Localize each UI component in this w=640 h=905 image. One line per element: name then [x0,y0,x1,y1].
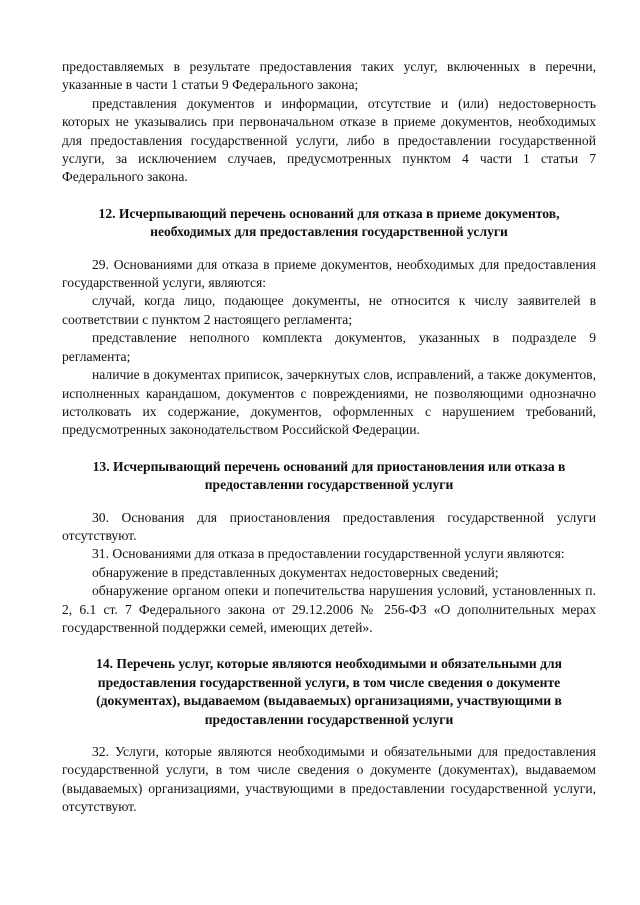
section-12-heading: 12. Исчерпывающий перечень оснований для отказа в приеме документов, необходимых для предоставления государственной услуги [98,205,560,240]
section-13-paragraph-1: 30. Основания для приостановления предоставления государственной услуги отсутствуют. [62,509,596,543]
section-13-heading: 13. Исчерпывающий перечень оснований для приостановления или отказа в предоставлении государственной услуги [92,458,566,493]
section-13-paragraph-2: 31. Основаниями для отказа в предоставлении государственной услуги являются: [92,546,565,562]
section-14-paragraph-1: 32. Услуги, которые являются необходимыми и обязательными для предоставления государственной услуги, в том числе сведения о документе (документах), выдаваемом (выдаваемых) организациями, участвующими в предоставлении государственной услуги, отсутствуют. [62,744,596,815]
section-12-paragraph-4: наличие в документах приписок, зачеркнутых слов, исправлений, а также документов, исполненных карандашом, документов с повреждениями, не позволяющими однозначно истолковать их содержание, документов, оформленных с нарушением требований, предусмотренных законодательством Российской Федерации. [62,367,596,438]
section-12-paragraph-3: представление неполного комплекта документов, указанных в подразделе 9 регламента; [62,330,596,364]
section-13-paragraph-3: обнаружение в представленных документах недостоверных сведений; [92,564,499,580]
intro-paragraph-2: представления документов и информации, отсутствие и (или) недостоверность которых не указывались при первоначальном отказе в приеме документов, необходимых для предоставления государственной услуги, либо в предоставлении государственной услуги, за исключением случаев, предусмотренных пунктом 4 части 1 статьи 7 Федерального закона. [62,95,596,185]
intro-paragraph-1: предоставляемых в результате предоставления таких услуг, включенных в перечни, указанные в части 1 статьи 9 Федерального закона; [62,59,596,93]
section-12-paragraph-1: 29. Основаниями для отказа в приеме документов, необходимых для предоставления государственной услуги, являются: [62,256,596,291]
section-13-paragraph-4: обнаружение органом опеки и попечительства нарушения условий, установленных п. 2, 6.1 ст. 7 Федерального закона от 29.12.2006 № 256-ФЗ «О дополнительных мерах государственной поддержки семей, имеющих детей». [62,583,596,635]
document-page [62,58,596,817]
section-12-paragraph-2: случай, когда лицо, подающее документы, не относится к числу заявителей в соответствии с пунктом 2 настоящего регламента; [62,293,596,327]
section-14-heading: 14. Перечень услуг, которые являются необходимыми и обязательными для предоставления государственной услуги, в том числе сведения о документе (документах), выдаваемом (выдаваемых) организациями, участвующими в предоставлении государственной услуги [96,656,562,727]
